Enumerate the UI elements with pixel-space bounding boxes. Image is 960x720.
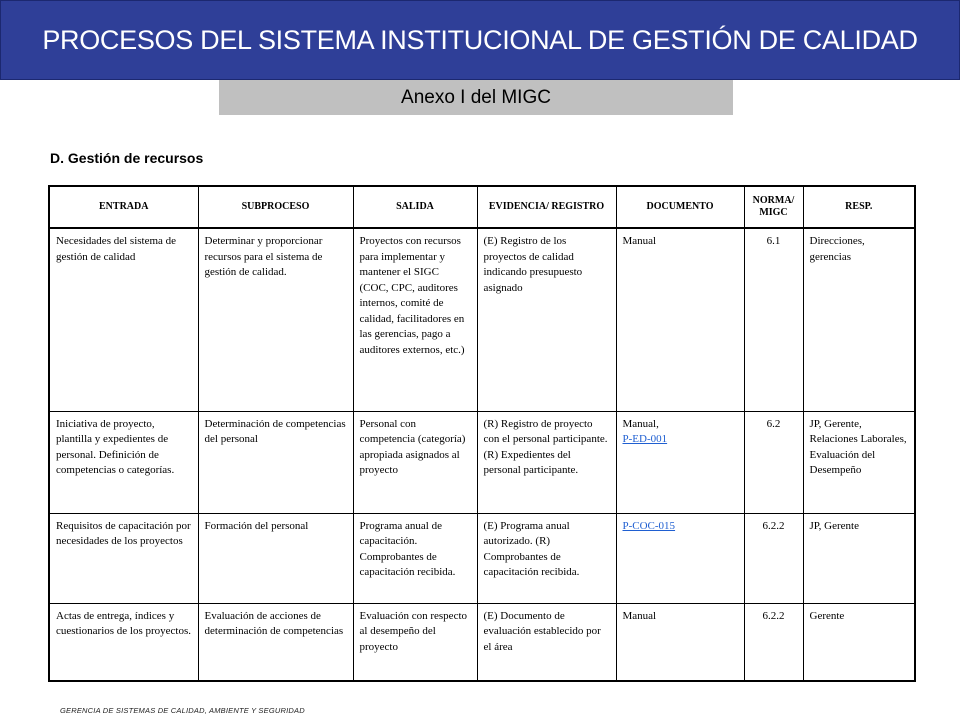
subtitle-banner — [219, 80, 733, 115]
header-norma: NORMA/ MIGC — [744, 186, 803, 228]
table-header-row — [49, 186, 915, 228]
cell-subproceso: Evaluación de acciones de determinación de competencias — [198, 603, 353, 681]
subtitle-text: Anexo I del MIGC — [401, 86, 551, 108]
header-documento: DOCUMENTO — [616, 186, 744, 228]
cell-subproceso: Determinar y proporcionar recursos para el sistema de gestión de calidad. — [198, 228, 353, 411]
cell-documento: Manual — [616, 603, 744, 681]
document-link-p-ed-001[interactable]: P-ED-001 — [622, 433, 668, 445]
cell-evidencia: (E) Programa anual autorizado. (R) Comprobantes de capacitación recibida. — [477, 513, 616, 603]
header-salida: SALIDA — [353, 186, 477, 228]
header-banner — [0, 0, 960, 80]
cell-norma: 6.2.2 — [744, 513, 803, 603]
cell-subproceso: Determinación de competencias del personal — [198, 411, 353, 513]
table-row — [49, 603, 915, 681]
cell-entrada: Necesidades del sistema de gestión de calidad — [49, 228, 198, 411]
cell-evidencia: (R) Registro de proyecto con el personal participante. (R) Expedientes del personal participante. — [477, 411, 616, 513]
footer-text: GERENCIA DE SISTEMAS DE CALIDAD, AMBIENTE Y SEGURIDAD — [60, 706, 305, 715]
cell-documento — [616, 513, 744, 603]
cell-salida: Programa anual de capacitación. Comprobantes de capacitación recibida. — [353, 513, 477, 603]
cell-salida: Evaluación con respecto al desempeño del proyecto — [353, 603, 477, 681]
table-row — [49, 411, 915, 513]
cell-resp: Direcciones, gerencias — [803, 228, 915, 411]
cell-resp: JP, Gerente, Relaciones Laborales, Evaluación del Desempeño — [803, 411, 915, 513]
cell-evidencia: (E) Registro de los proyectos de calidad indicando presupuesto asignado — [477, 228, 616, 411]
cell-entrada: Actas de entrega, índices y cuestionarios de los proyectos. — [49, 603, 198, 681]
cell-documento: Manual — [616, 228, 744, 411]
cell-norma: 6.2.2 — [744, 603, 803, 681]
table-row — [49, 228, 915, 411]
cell-salida: Proyectos con recursos para implementar y mantener el SIGC (COC, CPC, auditores internos, comité de calidad, facilitadores en las gerencias, pago a auditores externos, etc.) — [353, 228, 477, 411]
cell-entrada: Iniciativa de proyecto, plantilla y expedientes de personal. Definición de competencias o categorías. — [49, 411, 198, 513]
cell-documento — [616, 411, 744, 513]
table-row — [49, 513, 915, 603]
section-title: D. Gestión de recursos — [50, 150, 204, 166]
cell-norma: 6.2 — [744, 411, 803, 513]
process-table — [48, 185, 916, 682]
cell-salida: Personal con competencia (categoría) apropiada asignados al proyecto — [353, 411, 477, 513]
header-subproceso: SUBPROCESO — [198, 186, 353, 228]
header-resp: RESP. — [803, 186, 915, 228]
cell-entrada: Requisitos de capacitación por necesidades de los proyectos — [49, 513, 198, 603]
cell-norma: 6.1 — [744, 228, 803, 411]
document-link-p-coc-015[interactable]: P-COC-015 — [622, 519, 676, 532]
cell-evidencia: (E) Documento de evaluación establecido por el área — [477, 603, 616, 681]
cell-resp: JP, Gerente — [803, 513, 915, 603]
cell-subproceso: Formación del personal — [198, 513, 353, 603]
documento-text: Manual, — [622, 417, 659, 430]
header-evidencia: EVIDENCIA/ REGISTRO — [477, 186, 616, 228]
header-entrada: ENTRADA — [49, 186, 198, 228]
page-title: PROCESOS DEL SISTEMA INSTITUCIONAL DE GESTIÓN DE CALIDAD — [42, 24, 918, 55]
cell-resp: Gerente — [803, 603, 915, 681]
